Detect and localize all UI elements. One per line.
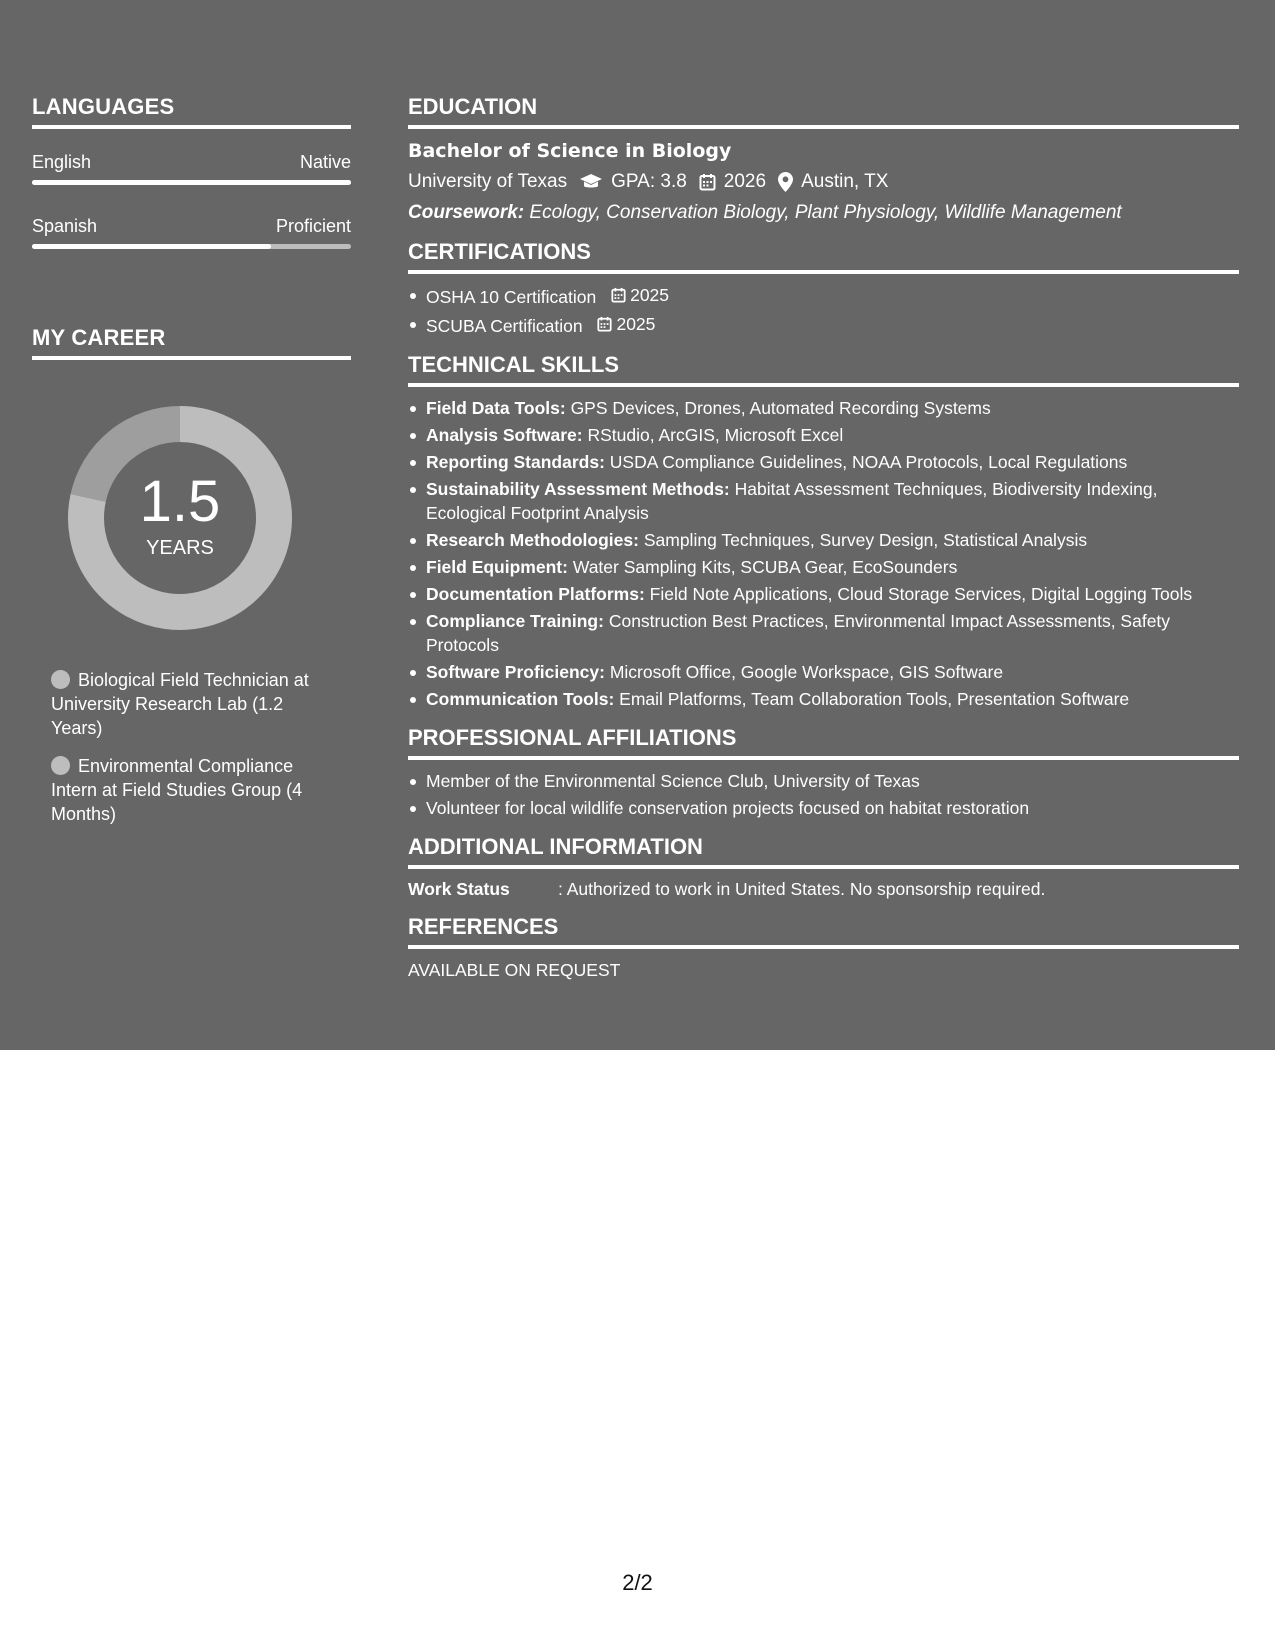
right-column	[408, 94, 1239, 995]
career-total-unit: YEARS	[146, 536, 214, 559]
affiliations-list	[408, 769, 1239, 820]
calendar-icon	[597, 316, 612, 332]
skill-value: Construction Best Practices, Environmental Impact Assessments, Safety Protocols	[426, 611, 1171, 655]
career-donut-chart	[66, 404, 294, 632]
list-item	[408, 660, 1239, 684]
page-number: 2/2	[622, 1570, 653, 1595]
career-item	[51, 754, 321, 826]
language-proficiency-bar	[32, 180, 351, 185]
skill-value: Email Platforms, Team Collaboration Tools, Presentation Software	[619, 689, 1130, 709]
skill-value: Water Sampling Kits, SCUBA Gear, EcoSounders	[572, 557, 958, 577]
list-item	[408, 396, 1239, 420]
skill-label: Analysis Software:	[426, 425, 583, 445]
certification-name: SCUBA Certification	[426, 316, 583, 336]
certifications-list	[408, 283, 1239, 338]
coursework-label: Coursework:	[408, 202, 525, 223]
left-column	[32, 94, 351, 840]
skill-value: Field Note Applications, Cloud Storage Services, Digital Logging Tools	[649, 584, 1193, 604]
legend-dot-icon	[51, 670, 70, 689]
skills-list	[408, 396, 1239, 711]
language-level: Native	[299, 152, 351, 172]
certification-name: OSHA 10 Certification	[426, 287, 597, 307]
school-location: Austin, TX	[801, 171, 889, 192]
calendar-icon	[699, 173, 716, 191]
skill-value: Sampling Techniques, Survey Design, Statistical Analysis	[643, 530, 1088, 550]
skills-section	[408, 352, 1239, 711]
location-pin-icon	[778, 172, 793, 192]
skill-label: Field Equipment:	[426, 557, 568, 577]
graduation-cap-icon	[579, 173, 603, 191]
additional-info-title: ADDITIONAL INFORMATION	[408, 834, 1239, 869]
skill-label: Field Data Tools:	[426, 398, 566, 418]
skill-label: Research Methodologies:	[426, 530, 639, 550]
work-status-label: Work Status	[408, 879, 510, 899]
list-item	[408, 582, 1239, 606]
career-item-label: Environmental Compliance Intern at Field Studies Group (4 Months)	[51, 756, 303, 824]
language-proficiency-bar	[32, 244, 351, 249]
skill-value: RStudio, ArcGIS, Microsoft Excel	[587, 425, 844, 445]
affiliations-section	[408, 725, 1239, 820]
list-item	[408, 687, 1239, 711]
career-item	[51, 668, 321, 740]
list-item	[408, 423, 1239, 447]
list-item	[408, 450, 1239, 474]
skill-label: Compliance Training:	[426, 611, 604, 631]
work-status-value: : Authorized to work in United States. No sponsorship required.	[558, 879, 1046, 899]
skill-value: Habitat Assessment Techniques, Biodiversity Indexing, Ecological Footprint Analysis	[426, 479, 1158, 523]
list-item	[408, 477, 1239, 525]
list-item	[408, 312, 1239, 338]
career-item-label: Biological Field Technician at University Research Lab (1.2 Years)	[51, 670, 309, 738]
list-item: Volunteer for local wildlife conservation projects focused on habitat restoration	[408, 796, 1239, 820]
education-details	[408, 170, 1239, 194]
references-value: AVAILABLE ON REQUEST	[408, 960, 621, 980]
career-total-value: 1.5	[139, 468, 221, 534]
languages-title: LANGUAGES	[32, 94, 351, 129]
school-name: University of Texas	[408, 171, 568, 192]
certification-year: 2025	[630, 285, 670, 305]
list-item: Member of the Environmental Science Club, University of Texas	[408, 769, 1239, 793]
additional-info-section	[408, 834, 1239, 900]
references-title: REFERENCES	[408, 914, 1239, 949]
skill-label: Software Proficiency:	[426, 662, 605, 682]
language-name: English	[32, 152, 92, 172]
skill-label: Sustainability Assessment Methods:	[426, 479, 730, 499]
skill-label: Communication Tools:	[426, 689, 615, 709]
skill-label: Reporting Standards:	[426, 452, 605, 472]
degree-name: Bachelor of Science in Biology	[408, 140, 732, 162]
certifications-title: CERTIFICATIONS	[408, 239, 1239, 274]
list-item	[408, 609, 1239, 657]
skill-value: Microsoft Office, Google Workspace, GIS Software	[609, 662, 1004, 682]
language-item	[32, 215, 351, 249]
language-proficiency-fill	[32, 244, 271, 249]
education-section	[408, 94, 1239, 225]
list-item	[408, 555, 1239, 579]
coursework-list: Ecology, Conservation Biology, Plant Physiology, Wildlife Management	[529, 202, 1122, 223]
coursework	[408, 201, 1239, 225]
career-title: MY CAREER	[32, 325, 351, 360]
affiliations-title: PROFESSIONAL AFFILIATIONS	[408, 725, 1239, 760]
certification-year: 2025	[616, 314, 656, 334]
references-section	[408, 914, 1239, 981]
skills-title: TECHNICAL SKILLS	[408, 352, 1239, 387]
skill-label: Documentation Platforms:	[426, 584, 645, 604]
list-item	[408, 283, 1239, 309]
education-title: EDUCATION	[408, 94, 1239, 129]
language-level: Proficient	[275, 216, 351, 236]
skill-value: GPS Devices, Drones, Automated Recording Systems	[570, 398, 991, 418]
career-list	[51, 668, 321, 826]
list-item	[408, 528, 1239, 552]
certifications-section	[408, 239, 1239, 338]
gpa-value: GPA: 3.8	[611, 171, 687, 192]
skill-value: USDA Compliance Guidelines, NOAA Protocols, Local Regulations	[609, 452, 1128, 472]
graduation-year: 2026	[723, 171, 767, 192]
language-proficiency-fill	[32, 180, 351, 185]
language-name: Spanish	[32, 216, 98, 236]
legend-dot-icon	[51, 756, 70, 775]
language-item	[32, 151, 351, 185]
calendar-icon	[611, 287, 626, 303]
work-status-row	[408, 878, 1239, 900]
